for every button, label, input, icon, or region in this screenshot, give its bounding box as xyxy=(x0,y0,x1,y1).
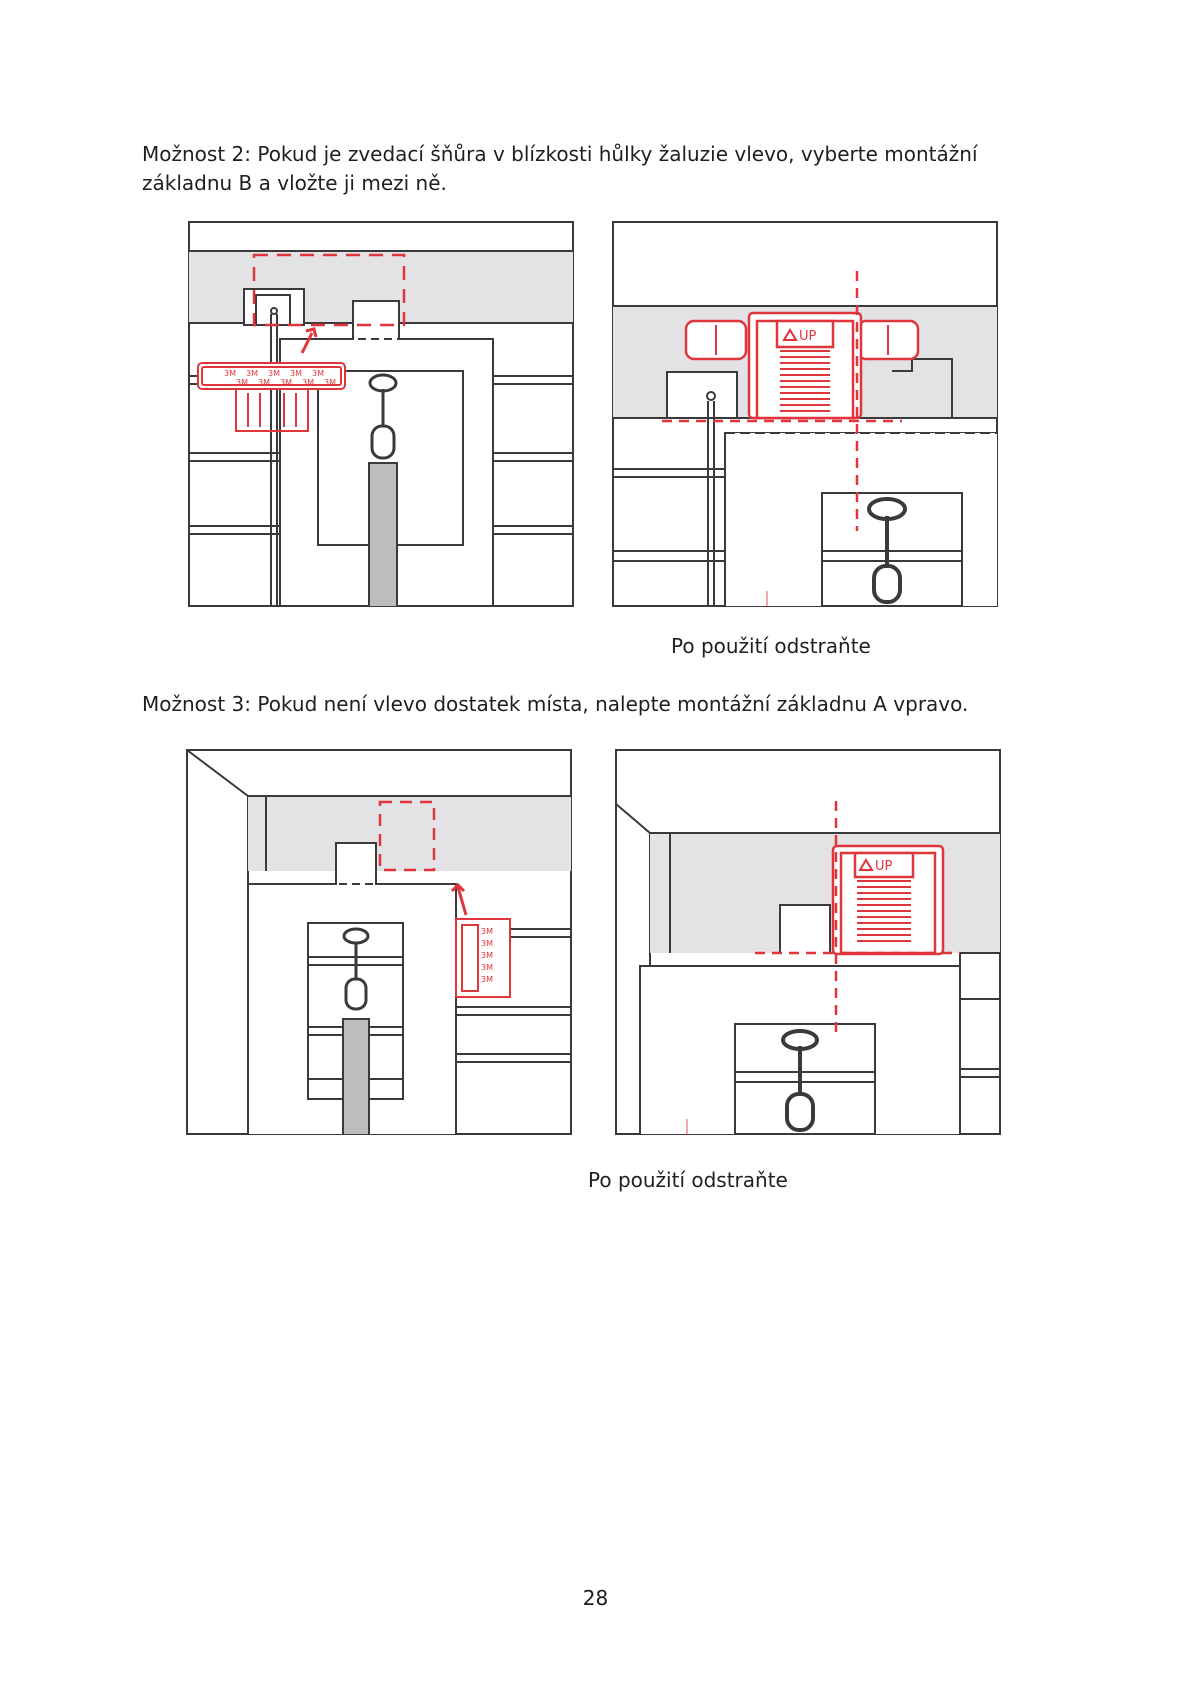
svg-text:3M: 3M xyxy=(268,369,280,378)
svg-text:3M: 3M xyxy=(481,951,493,960)
figure-option3-result xyxy=(615,749,1001,1139)
tape-label-3m: 3M xyxy=(224,369,236,378)
svg-text:3M: 3M xyxy=(290,369,302,378)
figure-option3-base-a-right xyxy=(186,749,572,1139)
svg-text:3M: 3M xyxy=(236,378,248,387)
svg-text:3M: 3M xyxy=(481,927,493,936)
caption-remove-after-use: Po použití odstraňte xyxy=(671,634,871,658)
svg-text:3M: 3M xyxy=(258,378,270,387)
option-2-text: Možnost 2: Pokud je zvedací šňůra v blízkosti hůlky žaluzie vlevo, vyberte montážní základnu B a vložte ji mezi ně. xyxy=(142,142,978,195)
svg-text:3M: 3M xyxy=(280,378,292,387)
caption-remove-after-use-2: Po použití odstraňte xyxy=(588,1168,788,1192)
svg-text:3M: 3M xyxy=(481,975,493,984)
svg-text:3M: 3M xyxy=(312,369,324,378)
svg-text:3M: 3M xyxy=(481,963,493,972)
figure-option2-result xyxy=(612,221,998,611)
option-3-text: Možnost 3: Pokud není vlevo dostatek místa, nalepte montážní základnu A vpravo. xyxy=(142,692,969,716)
figure-option2-insert-base-b xyxy=(188,221,574,611)
svg-text:3M: 3M xyxy=(302,378,314,387)
up-label: UP xyxy=(799,329,817,344)
svg-text:3M: 3M xyxy=(481,939,493,948)
svg-text:3M: 3M xyxy=(324,378,336,387)
svg-text:3M: 3M xyxy=(246,369,258,378)
page-number: 28 xyxy=(582,1586,609,1610)
up-label-2: UP xyxy=(875,859,893,874)
